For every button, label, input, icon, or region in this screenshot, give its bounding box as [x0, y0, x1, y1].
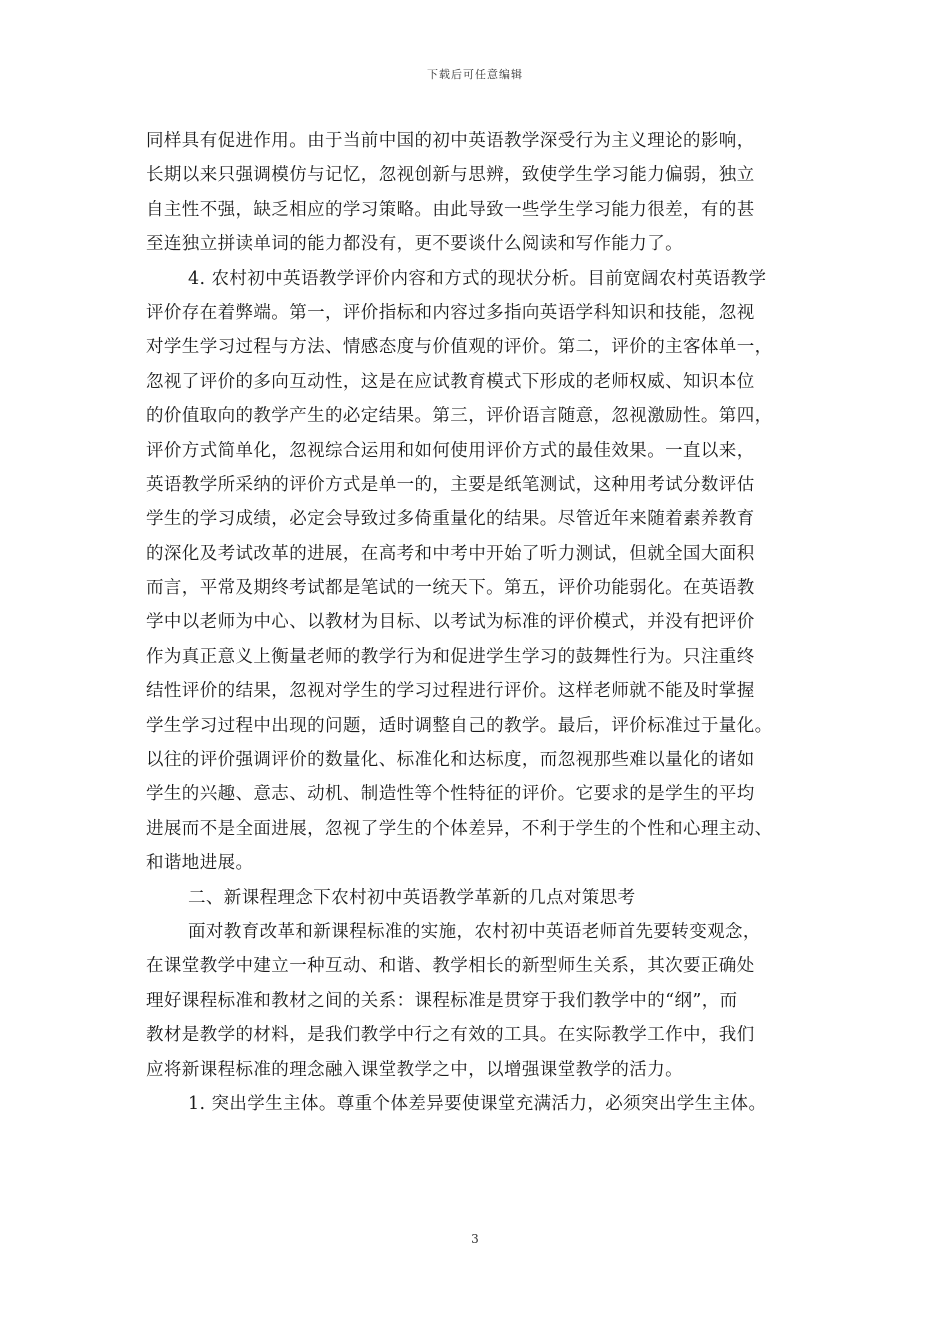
text-line: 以往的评价强调评价的数量化、标准化和达标度，而忽视那些难以量化的诸如	[146, 750, 755, 771]
paragraph-start: 面对教育改革和新课程标准的实施，农村初中英语老师首先要转变观念，	[188, 921, 761, 942]
text-line: 学中以老师为中心、以教材为目标、以考试为标准的评价模式，并没有把评价	[146, 612, 755, 633]
text-line: 英语教学所采纳的评价方式是单一的，主要是纸笔测试，这种用考试分数评估	[146, 474, 755, 495]
paragraph-start: 1. 突出学生主体。尊重个体差异要使课堂充满活力，必须突出学生主体。	[188, 1093, 767, 1114]
text-line: 教材是教学的材料，是我们教学中行之有效的工具。在实际教学工作中，我们	[146, 1025, 755, 1046]
text-line: 学生的学习成绩，必定会导致过多倚重量化的结果。尽管近年来随着素养教育	[146, 509, 755, 530]
page-number: 3	[471, 1232, 479, 1246]
document-body	[146, 124, 816, 1121]
text-line: 至连独立拼读单词的能力都没有，更不要谈什么阅读和写作能力了。	[146, 234, 683, 255]
text-line: 长期以来只强调模仿与记忆，忽视创新与思辨，致使学生学习能力偏弱，独立	[146, 165, 755, 186]
text-line: 理好课程标准和教材之间的关系：课程标准是贯穿于我们教学中的“纲”，而	[146, 990, 738, 1011]
text-line: 应将新课程标准的理念融入课堂教学之中，以增强课堂教学的活力。	[146, 1059, 683, 1080]
text-line: 评价存在着弊端。第一，评价指标和内容过多指向英语学科知识和技能，忽视	[146, 302, 755, 323]
text-line: 学生的兴趣、意志、动机、制造性等个性特征的评价。它要求的是学生的平均	[146, 784, 755, 805]
text-line: 评价方式简单化，忽视综合运用和如何使用评价方式的最佳效果。一直以来，	[146, 440, 755, 461]
section-heading: 二、新课程理念下农村初中英语教学革新的几点对策思考	[188, 887, 636, 908]
text-line: 的价值取向的教学产生的必定结果。第三，评价语言随意，忽视激励性。第四，	[146, 406, 773, 427]
text-line: 在课堂教学中建立一种互动、和谐、教学相长的新型师生关系，其次要正确处	[146, 956, 755, 977]
text-line: 而言，平常及期终考试都是笔试的一统天下。第五，评价功能弱化。在英语教	[146, 578, 755, 599]
text-line: 学生学习过程中出现的问题，适时调整自己的教学。最后，评价标准过于量化。	[146, 715, 773, 736]
text-line: 忽视了评价的多向互动性，这是在应试教育模式下形成的老师权威、知识本位	[146, 371, 755, 392]
text-line: 自主性不强，缺乏相应的学习策略。由此导致一些学生学习能力很差，有的甚	[146, 199, 755, 220]
text-line: 作为真正意义上衡量老师的教学行为和促进学生学习的鼓舞性行为。只注重终	[146, 646, 755, 667]
text-line: 结性评价的结果，忽视对学生的学习过程进行评价。这样老师就不能及时掌握	[146, 681, 755, 702]
text-line: 的深化及考试改革的进展，在高考和中考中开始了听力测试，但就全国大面积	[146, 543, 755, 564]
text-line: 和谐地进展。	[146, 853, 254, 874]
text-line: 对学生学习过程与方法、情感态度与价值观的评价。第二，评价的主客体单一，	[146, 337, 773, 358]
text-line: 同样具有促进作用。由于当前中国的初中英语教学深受行为主义理论的影响，	[146, 131, 755, 151]
paragraph-start: 4. 农村初中英语教学评价内容和方式的现状分析。目前宽阔农村英语教学	[188, 268, 767, 289]
text-line: 进展而不是全面进展，忽视了学生的个体差异，不利于学生的个性和心理主动、	[146, 818, 773, 839]
page-header: 下载后可任意编辑	[427, 68, 523, 81]
